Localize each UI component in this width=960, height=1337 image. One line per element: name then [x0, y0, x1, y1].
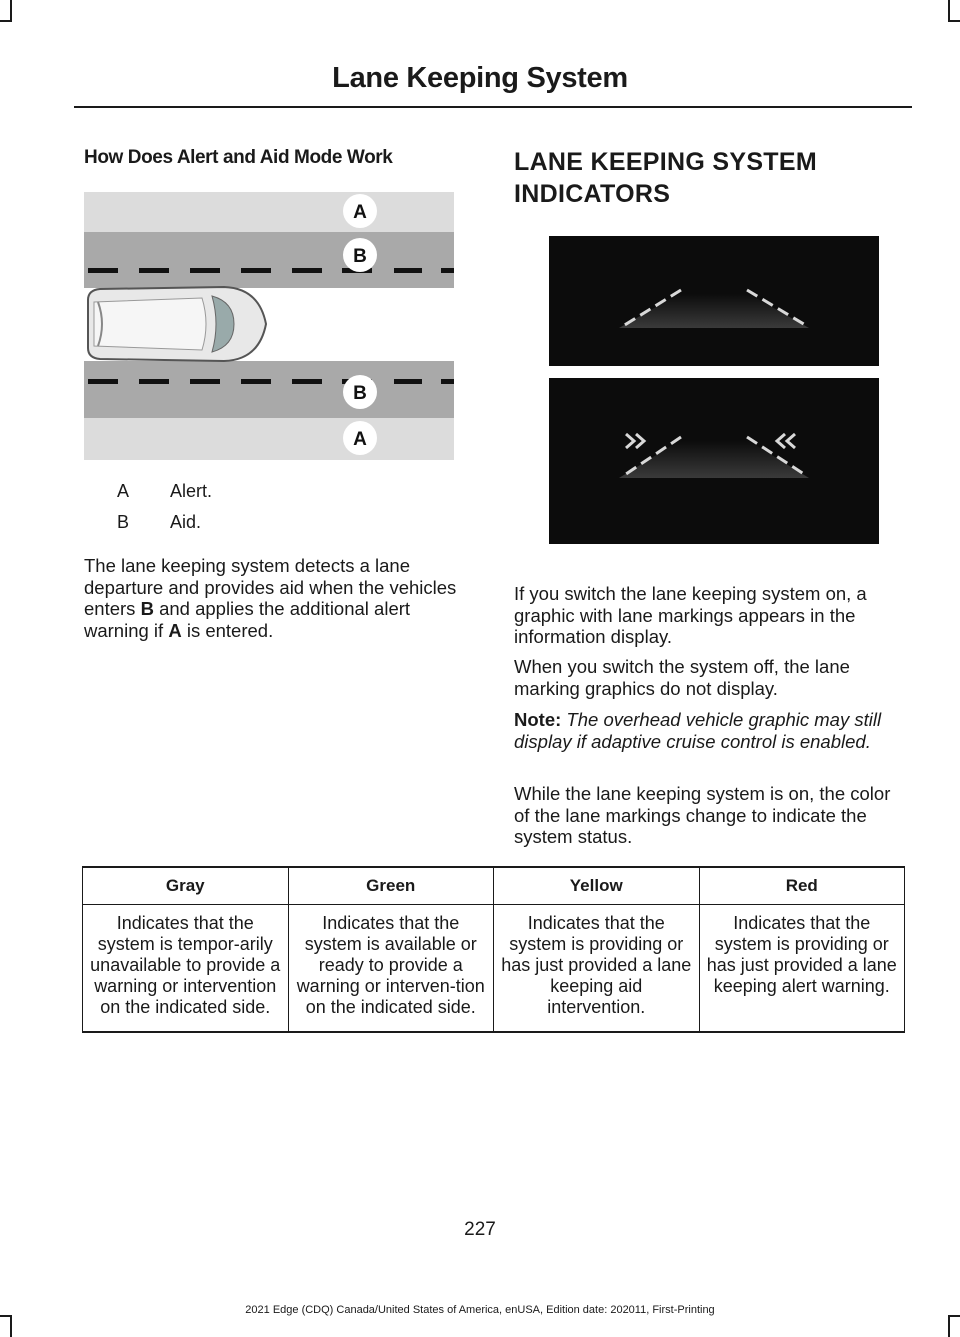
status-color-paragraph: While the lane keeping system is on, the color of the lane markings change to indicate the system status. [514, 783, 891, 847]
column-header-green: Green [288, 867, 494, 905]
lane-indicator-graphics [549, 236, 879, 546]
crop-mark [948, 20, 960, 22]
section-heading-indicators: LANE KEEPING SYSTEM INDICATORS [514, 148, 817, 208]
note-paragraph: Note: The overhead vehicle graphic may still display if adaptive cruise control is enabled. [514, 709, 882, 752]
legend-label: Alert. [170, 481, 213, 501]
legend-label: Aid. [170, 512, 202, 532]
legend-item [84, 512, 212, 543]
table-row [83, 905, 905, 1032]
alert-zone-top [84, 192, 454, 232]
crop-mark [10, 1315, 12, 1337]
svg-text:B: B [353, 383, 367, 404]
crop-mark [948, 1315, 950, 1337]
label-b-bottom [343, 375, 377, 409]
label-a-top [343, 194, 377, 228]
legend-key: A [117, 481, 130, 501]
cell-gray: Indicates that the system is tempor-arily unavailable to provide a warning or intervention on the indicated side. [83, 905, 289, 1032]
svg-text:A: A [353, 202, 367, 223]
alert-zone-bottom [84, 418, 454, 460]
label-a-bottom [343, 421, 377, 455]
lane-marking-bottom [88, 379, 454, 384]
car-top-view [88, 287, 266, 361]
lane-status-table [82, 866, 905, 1033]
svg-text:A: A [353, 429, 367, 450]
legend-key: B [117, 512, 130, 532]
column-header-red: Red [699, 867, 905, 905]
lane-departure-paragraph: The lane keeping system detects a lane departure and provides aid when the vehicles enters B and applies the additional alert warning if A is entered. [84, 555, 457, 641]
indicator-display-aid [549, 378, 879, 544]
edition-footer: 2021 Edge (CDQ) Canada/United States of America, enUSA, Edition date: 202011, First-Printing [245, 1304, 715, 1316]
cell-green: Indicates that the system is available or ready to provide a warning or interven-tion on the indicated side. [288, 905, 494, 1032]
crop-mark [10, 0, 12, 22]
legend-item [84, 481, 212, 512]
switch-on-paragraph: If you switch the lane keeping system on, a graphic with lane markings appears in the information display. [514, 583, 867, 647]
indicator-display-normal [549, 236, 879, 366]
crop-mark [0, 20, 12, 22]
figure-legend [84, 481, 212, 543]
svg-text:B: B [353, 246, 367, 267]
lane-zones-diagram [84, 192, 454, 460]
section-heading-alert-aid: How Does Alert and Aid Mode Work [84, 147, 393, 168]
table-header-row [83, 867, 905, 905]
column-header-gray: Gray [83, 867, 289, 905]
cell-red: Indicates that the system is providing or has just provided a lane keeping alert warning. [699, 905, 905, 1032]
cell-yellow: Indicates that the system is providing or has just provided a lane keeping aid intervention. [494, 905, 700, 1032]
column-header-yellow: Yellow [494, 867, 700, 905]
page-number: 227 [464, 1219, 496, 1240]
switch-off-paragraph: When you switch the system off, the lane marking graphics do not display. [514, 656, 850, 699]
lane-marking-top [88, 268, 454, 273]
header-rule [74, 106, 912, 108]
page-title: Lane Keeping System [332, 62, 628, 94]
crop-mark [948, 0, 950, 22]
aid-zone-top [84, 232, 454, 288]
label-b-top [343, 238, 377, 272]
aid-zone-bottom [84, 361, 454, 418]
